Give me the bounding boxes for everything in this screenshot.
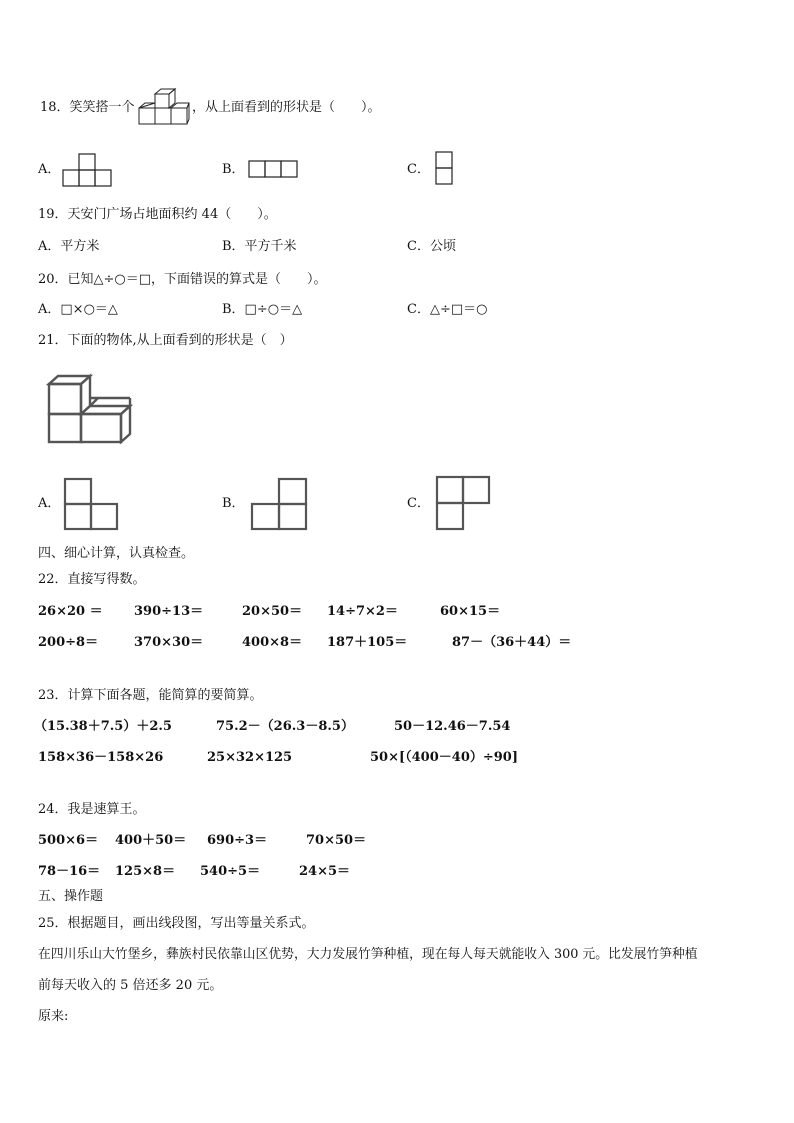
q20-option-b[interactable]: B．□÷○＝△ [222,302,303,317]
q23-item: 75.2－（26.3－8.5） [216,719,354,734]
q21-option-a-label[interactable]: A． [38,496,61,511]
q23-item: 25×32×125 [207,750,293,765]
q19-stem: 19．天安门广场占地面积约 44（ ）。 [38,207,277,222]
q18-option-b-figure[interactable] [248,158,300,180]
q24-item: 400＋50＝ [115,833,187,848]
q20-option-a[interactable]: A．□×○＝△ [38,302,118,317]
q23-item: 158×36－158×26 [38,750,164,765]
q18-option-c-figure[interactable] [433,150,455,188]
q18-stem-pre: 18．笑笑搭一个 [40,100,135,115]
q22-item: 390÷13＝ [134,604,204,619]
q19-option-c[interactable]: C．公顷 [407,239,456,254]
q22-item: 400×8＝ [242,635,303,650]
q18-cube-figure [137,86,191,126]
q22-item: 60×15＝ [440,604,501,619]
q22-item: 20×50＝ [242,604,303,619]
q21-option-b-label[interactable]: B． [222,496,245,511]
q24-item: 70×50＝ [306,833,367,848]
q18-option-a-label[interactable]: A． [38,162,61,177]
q20-stem: 20．已知△÷○＝□，下面错误的算式是（ ）。 [38,272,327,287]
q24-item: 78－16＝ [38,864,101,879]
q18-stem-post: ，从上面看到的形状是（ ）。 [192,100,381,115]
q21-option-a-figure[interactable] [62,476,120,532]
q23-item: 50×[（400－40）÷90] [370,750,518,765]
q23-item: 50－12.46－7.54 [394,719,511,734]
q21-object-figure [46,372,136,444]
q23-item: （15.38＋7.5）＋2.5 [34,719,172,734]
q24-item: 500×6＝ [38,833,99,848]
q24-item: 125×8＝ [115,864,176,879]
q18-option-a-figure[interactable] [62,152,112,188]
q23-stem: 23．计算下面各题，能简算的要简算。 [38,688,263,703]
q24-item: 24×5＝ [299,864,351,879]
q18-option-b-label[interactable]: B． [222,162,245,177]
q25-stem: 25．根据题目，画出线段图，写出等量关系式。 [38,916,315,931]
q19-option-a[interactable]: A．平方米 [38,239,100,254]
q20-option-c[interactable]: C．△÷□＝○ [407,302,488,317]
q25-answer-label: 原来: [38,1009,69,1024]
q22-item: 370×30＝ [134,635,204,650]
section4-title: 四、细心计算，认真检查。 [38,546,195,561]
q18-option-c-label[interactable]: C． [407,162,430,177]
q25-paragraph-line-2: 前每天收入的 5 倍还多 20 元。 [38,978,223,993]
q24-stem: 24．我是速算王。 [38,802,146,817]
q21-option-c-figure[interactable] [434,474,492,532]
q22-item: 26×20 ＝ [38,604,103,619]
q21-option-b-figure[interactable] [249,476,309,532]
q25-paragraph-line-1: 在四川乐山大竹堡乡，彝族村民依靠山区优势，大力发展竹笋种植，现在每人每天就能收入 300 元。比发展竹笋种植 [38,947,698,962]
q22-stem: 22．直接写得数。 [38,572,146,587]
q21-option-c-label[interactable]: C． [407,496,430,511]
q22-item: 14÷7×2＝ [327,604,398,619]
q22-item: 187＋105＝ [327,635,408,650]
q22-item: 200÷8＝ [38,635,99,650]
q24-item: 540÷5＝ [200,864,261,879]
section5-title: 五、操作题 [38,889,104,904]
q24-item: 690÷3＝ [207,833,268,848]
q22-item: 87－（36＋44）＝ [452,635,572,650]
q21-stem: 21．下面的物体,从上面看到的形状是（ ） [38,333,293,348]
q19-option-b[interactable]: B．平方千米 [222,239,297,254]
